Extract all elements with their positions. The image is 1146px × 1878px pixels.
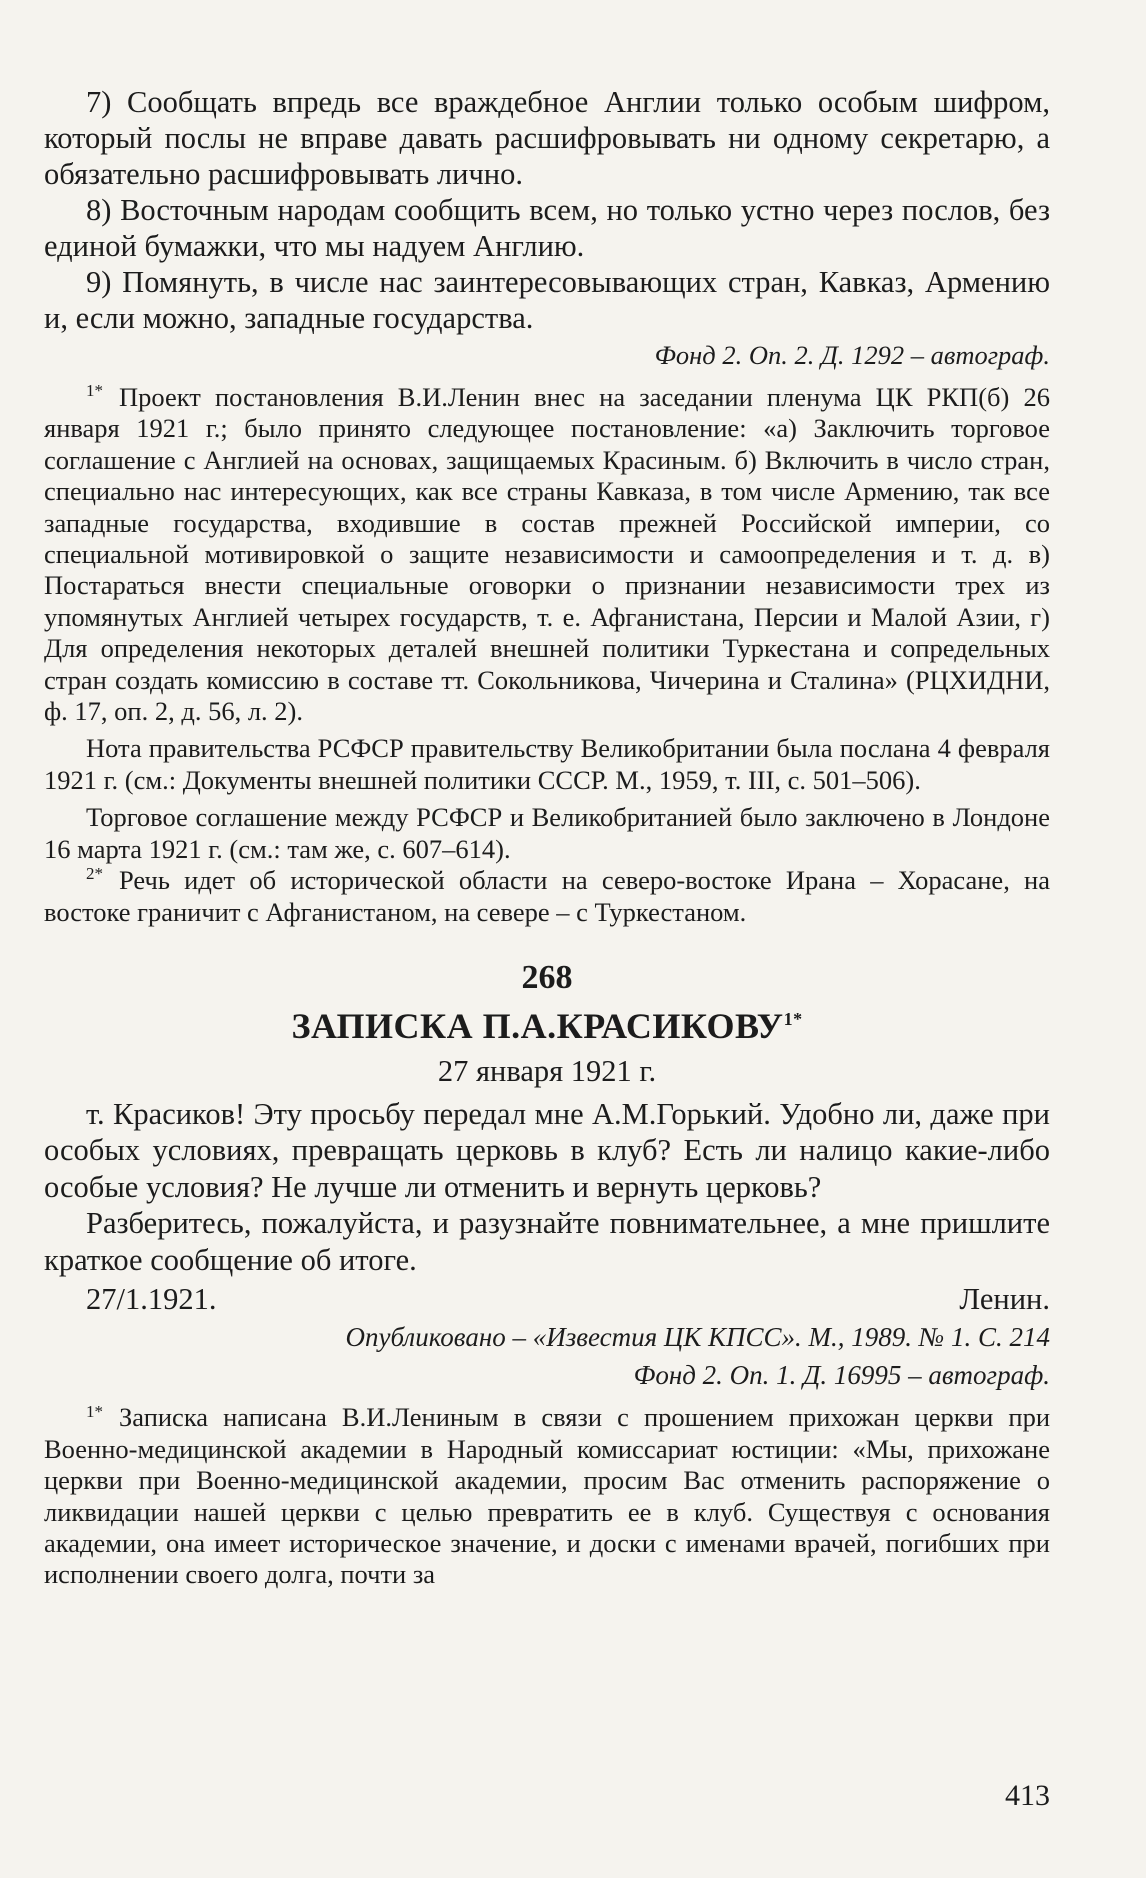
page-number: 413 [1005,1779,1050,1812]
document-number: 268 [521,958,573,996]
document-date: 27 января 1921 г. [437,1053,657,1088]
paragraph-item-8: 8) Восточным народам сообщить всем, но только устно через послов, без единой бумажки, что мы надуем Англию. [44,193,1050,263]
footnote-mark: 2* [86,864,103,884]
letter-paragraph: Разберитесь, пожалуйста, и разузнайте повнимательнее, а мне пришлите краткое сообщение об итоге. [44,1206,1050,1277]
footnote-mark: 1* [783,1008,803,1029]
document-title-text: ЗАПИСКА П.А.КРАСИКОВУ [291,1005,784,1046]
footnotes-block [44,1402,1050,1590]
letter-body [44,1096,1050,1279]
footnote-text: Речь идет об исторической области на северо-востоке Ирана – Хорасане, на востоке граничит с Афганистаном, на севере – с Туркестаном. [44,865,1050,927]
footnote-mark: 1* [86,381,103,401]
text-column [44,84,1050,1591]
footnote-text: Записка написана В.И.Лениным в связи с прошением прихожан церкви при Военно-медицинской академии в Народный комиссариат юстиции: «Мы, прихожане церкви при Военно-медицинской академии, просим Вас отменить распоряжение о ликвидации нашей церкви с целью превратить ее в клуб. Существуя с основания академии, она имеет историческое значение, и доски с именами врачей, погибших при исполнении своего долга, почти за [44,1402,1050,1590]
signature-date: 27/1.1921. [86,1282,217,1317]
footnote-1 [44,382,1050,727]
footnote-text: Проект постановления В.И.Ленин внес на заседании пленума ЦК РКП(б) 26 января 1921 г.; было принято следующее постановление: «а) Заключить торговое соглашение с Англией на основах, защищаемых Красиным. б) Включить в число стран, специально нас интересующих, как все страны Кавказа, в том числе Армению, так все западные государства, входившие в состав прежней Российской империи, со специальной мотивировкой о защите независимости и самоопределения и т. д. в) Постараться внести специальные оговорки о признании независимости трех из упомянутых Англией четырех государств, т. е. Афганистана, Персии и Малой Азии, г) Для определения некоторых деталей внешней политики Туркестана и сопредельных стран создать комиссию в составе тт. Сокольникова, Чичерина и Сталина» (РЦХИДНИ, ф. 17, оп. 2, д. 56, л. 2). [44,382,1050,727]
letter-paragraph: т. Красиков! Эту просьбу передал мне А.М.Горький. Удобно ли, даже при особых условиях, превращать церковь в клуб? Есть ли налицо какие-либо особые условия? Не лучше ли отменить и вернуть церковь? [44,1096,1050,1204]
footnotes-block [44,382,1050,928]
signature: Ленин. [959,1282,1050,1317]
footnote-2 [44,865,1050,928]
footnote-mark: 1* [86,1401,103,1421]
archive-source: Фонд 2. Оп. 1. Д. 16995 – автограф. [633,1360,1050,1391]
document-continuation [44,84,1050,372]
paragraph-item-9: 9) Помянуть, в числе нас заинтересовывающих стран, Кавказ, Армению и, если можно, западные государства. [44,265,1050,335]
publication-source: Опубликовано – «Известия ЦК КПСС». М., 1989. № 1. С. 214 [345,1322,1050,1353]
paragraph-item-7: 7) Сообщать впредь все враждебное Англии только особым шифром, который послы не вправе давать расшифровывать ни одному секретарю, а обязательно расшифровывать лично. [44,85,1050,191]
note-paragraph: Нота правительства РСФСР правительству Великобритании была послана 4 февраля 1921 г. (см.: Документы внешней политики СССР. М., 1959, т. III, с. 501–506). [44,733,1050,795]
document-title [44,1004,1050,1048]
archive-source: Фонд 2. Оп. 2. Д. 1292 – автограф. [654,340,1050,370]
footnote-1 [44,1402,1050,1590]
note-paragraph: Торговое соглашение между РСФСР и Великобританией было заключено в Лондоне 16 марта 1921 г. (см.: там же, с. 607–614). [44,802,1050,864]
signature-row [44,1280,1050,1318]
